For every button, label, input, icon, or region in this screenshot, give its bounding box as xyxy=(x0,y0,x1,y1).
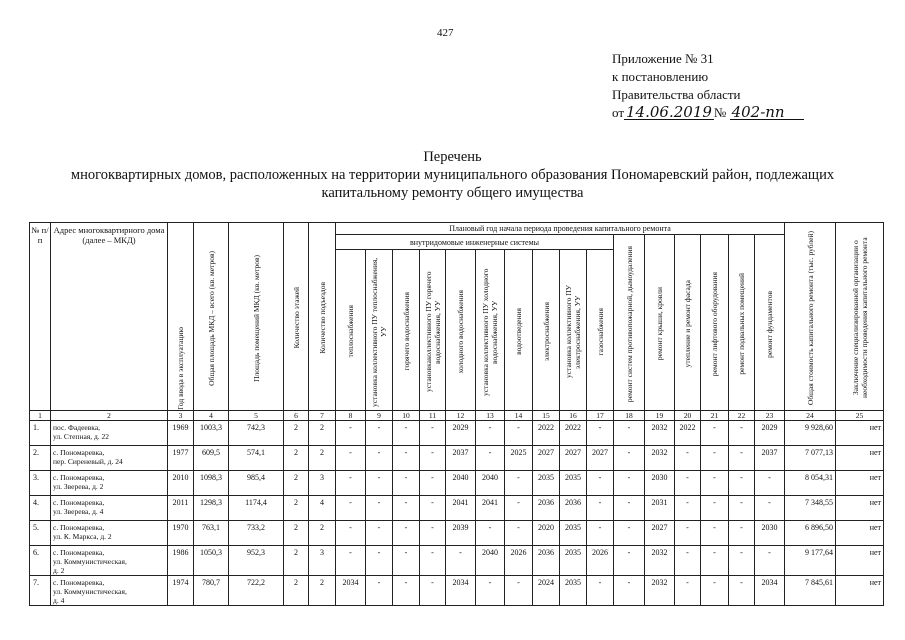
row-number: 1. xyxy=(30,421,51,446)
table-cell: - xyxy=(755,471,785,496)
table-cell: - xyxy=(366,546,393,576)
table-cell: - xyxy=(701,521,729,546)
table-cell: 2 xyxy=(309,576,336,606)
column-number: 20 xyxy=(675,411,701,421)
table-cell: 2 xyxy=(309,446,336,471)
table-cell: 2034 xyxy=(336,576,366,606)
header-heat: теплоснабжения xyxy=(336,250,366,411)
table-cell: 3 xyxy=(309,546,336,576)
row-number: 5. xyxy=(30,521,51,546)
table-cell: 2029 xyxy=(446,421,476,446)
table-cell: - xyxy=(476,576,505,606)
table-cell: 2 xyxy=(284,521,309,546)
annex-date: 14.06.2019 xyxy=(626,103,712,121)
table-cell: 2 xyxy=(284,546,309,576)
table-cell: - xyxy=(505,576,533,606)
table-cell: 2 xyxy=(284,576,309,606)
column-number: 19 xyxy=(645,411,675,421)
table-cell: - xyxy=(675,521,701,546)
table-cell: 2025 xyxy=(505,446,533,471)
header-foundation: ремонт фундаментов xyxy=(755,235,785,411)
table-cell: - xyxy=(587,496,614,521)
table-cell: 2 xyxy=(284,471,309,496)
table-cell: - xyxy=(393,496,420,521)
table-cell: 2032 xyxy=(645,546,675,576)
table-cell: 2022 xyxy=(560,421,587,446)
title-line-3: капитальному ремонту общего имущества xyxy=(321,185,584,201)
table-cell: 4 xyxy=(309,496,336,521)
header-engineering: внутридомовые инженерные системы xyxy=(336,235,614,250)
annex-line-1: Приложение № 31 xyxy=(612,51,714,66)
header-no: № п/п xyxy=(30,223,51,411)
table-cell: 6 896,50 xyxy=(785,521,836,546)
row-address xyxy=(51,496,168,521)
annex-line-2: к постановлению xyxy=(612,69,709,84)
table-cell: 9 928,60 xyxy=(785,421,836,446)
column-number: 4 xyxy=(194,411,229,421)
table-cell: 8 054,31 xyxy=(785,471,836,496)
address-line: ул. К. Маркса, д. 2 xyxy=(53,532,112,541)
column-number: 13 xyxy=(476,411,505,421)
table-cell: 2027 xyxy=(533,446,560,471)
table-cell: - xyxy=(675,471,701,496)
table-cell: 780,7 xyxy=(194,576,229,606)
column-number: 21 xyxy=(701,411,729,421)
table-cell: 2037 xyxy=(755,446,785,471)
table-cell: - xyxy=(614,546,645,576)
table-cell: - xyxy=(614,446,645,471)
column-number: 15 xyxy=(533,411,560,421)
table-cell: - xyxy=(701,496,729,521)
table-cell: - xyxy=(336,496,366,521)
address-line: пер. Сиреневый, д. 24 xyxy=(53,457,123,466)
table-cell: - xyxy=(505,421,533,446)
column-number: 2 xyxy=(51,411,168,421)
table-row xyxy=(30,496,884,521)
address-line: д. 2 xyxy=(53,566,65,575)
table-cell: 952,3 xyxy=(229,546,284,576)
column-number: 23 xyxy=(755,411,785,421)
table-cell: 2 xyxy=(284,496,309,521)
table-cell: - xyxy=(476,421,505,446)
table-cell: 2011 xyxy=(168,496,194,521)
column-numbers-row xyxy=(30,411,884,421)
table-cell: - xyxy=(614,521,645,546)
header-cold-water-meter: установка коллективного ПУ холодного водоснабжения, УУ xyxy=(476,250,505,411)
document-title xyxy=(0,148,905,202)
table-cell: нет xyxy=(836,496,884,521)
column-number: 9 xyxy=(366,411,393,421)
header-address: Адрес многоквартирного дома (далее – МКД) xyxy=(51,223,168,411)
table-cell: - xyxy=(505,521,533,546)
table-cell: - xyxy=(336,421,366,446)
table-cell: 2027 xyxy=(645,521,675,546)
table-cell: - xyxy=(614,421,645,446)
table-row xyxy=(30,576,884,606)
table-cell: - xyxy=(446,546,476,576)
table-cell: 2036 xyxy=(560,496,587,521)
table-cell: 2027 xyxy=(587,446,614,471)
table-cell: нет xyxy=(836,521,884,546)
table-cell: - xyxy=(393,446,420,471)
table-cell: 574,1 xyxy=(229,446,284,471)
table-row xyxy=(30,421,884,446)
row-number: 6. xyxy=(30,546,51,576)
table-cell: - xyxy=(393,546,420,576)
table-cell: 1974 xyxy=(168,576,194,606)
table-row xyxy=(30,546,884,576)
table-cell: - xyxy=(701,446,729,471)
table-cell: нет xyxy=(836,546,884,576)
address-line: с. Пономаревка, xyxy=(53,523,105,532)
column-number: 12 xyxy=(446,411,476,421)
column-number: 6 xyxy=(284,411,309,421)
column-number: 22 xyxy=(729,411,755,421)
address-line: с. Пономаревка, xyxy=(53,578,105,587)
header-heat-meter: установка коллективного ПУ теплоснабжения, УУ xyxy=(366,250,393,411)
column-number: 16 xyxy=(560,411,587,421)
table-cell: 733,2 xyxy=(229,521,284,546)
header-planned-year: Плановый год начала периода проведения капитального ремонта xyxy=(336,223,785,235)
table-cell: - xyxy=(755,496,785,521)
table-cell: - xyxy=(393,471,420,496)
table-cell: - xyxy=(675,496,701,521)
table-row xyxy=(30,521,884,546)
column-number: 3 xyxy=(168,411,194,421)
title-line-1: Перечень xyxy=(423,149,482,165)
header-entrances: Количество подъездов xyxy=(309,223,336,411)
table-cell: 2031 xyxy=(645,496,675,521)
table-cell: 2035 xyxy=(560,471,587,496)
table-cell: 2027 xyxy=(560,446,587,471)
table-cell: 1969 xyxy=(168,421,194,446)
header-conclusion: Заключение специализированной организации о необходимости проведения капитального ремонта xyxy=(836,223,884,411)
table-cell: 2 xyxy=(284,446,309,471)
table-cell: 1003,3 xyxy=(194,421,229,446)
table-cell: 2032 xyxy=(645,576,675,606)
column-number: 10 xyxy=(393,411,420,421)
table-cell: - xyxy=(336,521,366,546)
header-electricity: электроснабжения xyxy=(533,250,560,411)
column-number: 24 xyxy=(785,411,836,421)
table-cell: - xyxy=(587,471,614,496)
table-cell: - xyxy=(701,471,729,496)
table-cell: 1986 xyxy=(168,546,194,576)
table-cell: - xyxy=(587,421,614,446)
annex-line-3: Правительства области xyxy=(612,87,741,102)
table-cell: нет xyxy=(836,576,884,606)
column-number: 18 xyxy=(614,411,645,421)
address-line: с. Пономаревка, xyxy=(53,498,105,507)
table-cell: 2040 xyxy=(446,471,476,496)
table-cell: - xyxy=(675,446,701,471)
header-total-area: Общая площадь МКД – всего (кв. метров) xyxy=(194,223,229,411)
row-address xyxy=(51,421,168,446)
title-line-2: многоквартирных домов, расположенных на территории муниципального образования Пономаревский район, подлежащих xyxy=(70,167,835,183)
table-cell: 2035 xyxy=(560,576,587,606)
table-cell: - xyxy=(393,521,420,546)
table-cell: 763,1 xyxy=(194,521,229,546)
column-number: 17 xyxy=(587,411,614,421)
address-line: с. Пономаревка, xyxy=(53,548,105,557)
table-cell: - xyxy=(420,446,446,471)
table-cell: нет xyxy=(836,421,884,446)
table-cell: - xyxy=(420,496,446,521)
row-address xyxy=(51,471,168,496)
page-number: 427 xyxy=(437,27,454,39)
annex-date-line xyxy=(612,104,804,122)
header-elevator: ремонт лифтового оборудования xyxy=(701,235,729,411)
table-cell: - xyxy=(420,546,446,576)
table-cell: 2035 xyxy=(560,521,587,546)
header-hot-water-meter: установкаколлективного ПУ горячего водоснабжения, УУ xyxy=(420,250,446,411)
header-facade: утепление и ремонт фасада xyxy=(675,235,701,411)
address-line: ул. Коммунистическая, xyxy=(53,587,127,596)
table-cell: 2035 xyxy=(533,471,560,496)
table-cell: 2039 xyxy=(446,521,476,546)
table-cell: - xyxy=(675,576,701,606)
table-cell: 2036 xyxy=(533,496,560,521)
table-cell: - xyxy=(729,546,755,576)
address-line: с. Пономаревка, xyxy=(53,473,105,482)
table-cell: - xyxy=(729,421,755,446)
table-cell: 2010 xyxy=(168,471,194,496)
table-cell: 2 xyxy=(309,421,336,446)
table-row xyxy=(30,446,884,471)
table-cell: - xyxy=(701,421,729,446)
table-cell: нет xyxy=(836,446,884,471)
table-cell: - xyxy=(366,471,393,496)
address-line: д. 4 xyxy=(53,596,65,605)
column-number: 11 xyxy=(420,411,446,421)
table-cell: 2032 xyxy=(645,446,675,471)
table-cell: 2037 xyxy=(446,446,476,471)
table-cell: 7 077,13 xyxy=(785,446,836,471)
table-cell: - xyxy=(587,576,614,606)
table-cell: - xyxy=(366,496,393,521)
column-number: 25 xyxy=(836,411,884,421)
header-floors: Количество этажей xyxy=(284,223,309,411)
table-cell: 2034 xyxy=(755,576,785,606)
table-cell: - xyxy=(729,576,755,606)
table-cell: 1298,3 xyxy=(194,496,229,521)
table-cell: - xyxy=(729,521,755,546)
table-cell: 2026 xyxy=(587,546,614,576)
table-cell: 1050,3 xyxy=(194,546,229,576)
table-cell: - xyxy=(420,421,446,446)
table-cell: 2040 xyxy=(476,471,505,496)
table-cell: - xyxy=(587,521,614,546)
header-year: Год ввода в эксплуатацию xyxy=(168,223,194,411)
address-line: ул. Зверева, д. 4 xyxy=(53,507,104,516)
table-cell: 2024 xyxy=(533,576,560,606)
table-cell: - xyxy=(729,471,755,496)
table-cell: 722,2 xyxy=(229,576,284,606)
column-number: 14 xyxy=(505,411,533,421)
row-address xyxy=(51,446,168,471)
table-cell: - xyxy=(366,521,393,546)
table-cell: 2 xyxy=(309,521,336,546)
header-electricity-meter: установка коллективного ПУ электроснабжения, УУ xyxy=(560,250,587,411)
table-cell: - xyxy=(476,446,505,471)
table-cell: 2022 xyxy=(675,421,701,446)
annex-number: 402-пп xyxy=(730,105,804,120)
header-cold-water: холодного водоснабжения xyxy=(446,250,476,411)
table-cell: 1977 xyxy=(168,446,194,471)
annex-no-label: № xyxy=(713,105,727,120)
row-address xyxy=(51,546,168,576)
table-cell: 2026 xyxy=(505,546,533,576)
table-cell: - xyxy=(393,576,420,606)
row-address xyxy=(51,576,168,606)
table-cell: 7 348,55 xyxy=(785,496,836,521)
table-cell: - xyxy=(393,421,420,446)
annex-from-label: от xyxy=(612,105,625,120)
table-cell: 742,3 xyxy=(229,421,284,446)
table-cell: - xyxy=(420,521,446,546)
table-cell: 2036 xyxy=(533,546,560,576)
table-cell: 2040 xyxy=(476,546,505,576)
table-cell: - xyxy=(420,471,446,496)
table-cell: - xyxy=(336,546,366,576)
column-number: 8 xyxy=(336,411,366,421)
table-cell: - xyxy=(505,496,533,521)
table-cell: - xyxy=(476,521,505,546)
buildings-table xyxy=(29,222,884,606)
header-basement: ремонт подвальных помещений xyxy=(729,235,755,411)
address-line: ул. Зверева, д. 2 xyxy=(53,482,104,491)
address-line: пос. Фадеевка, xyxy=(53,423,101,432)
table-cell: 7 845,61 xyxy=(785,576,836,606)
table-cell: - xyxy=(366,446,393,471)
table-cell: - xyxy=(729,496,755,521)
table-cell: - xyxy=(366,576,393,606)
column-number: 7 xyxy=(309,411,336,421)
table-cell: - xyxy=(366,421,393,446)
table-cell: 2029 xyxy=(755,421,785,446)
table-cell: 2035 xyxy=(560,546,587,576)
table-cell: - xyxy=(336,471,366,496)
table-cell: - xyxy=(701,546,729,576)
table-cell: 609,5 xyxy=(194,446,229,471)
row-number: 4. xyxy=(30,496,51,521)
row-address xyxy=(51,521,168,546)
table-cell: 2041 xyxy=(476,496,505,521)
table-cell: 2022 xyxy=(533,421,560,446)
table-cell: - xyxy=(420,576,446,606)
table-cell: 2 xyxy=(284,421,309,446)
header-sewerage: водоотведения xyxy=(505,250,533,411)
table-cell: 985,4 xyxy=(229,471,284,496)
table-row xyxy=(30,471,884,496)
table-cell: 1174,4 xyxy=(229,496,284,521)
table-cell: - xyxy=(675,546,701,576)
address-line: ул. Коммунистическая, xyxy=(53,557,127,566)
table-cell: - xyxy=(614,496,645,521)
table-cell: 2020 xyxy=(533,521,560,546)
header-roof: ремонт крыши, кровли xyxy=(645,235,675,411)
table-cell: 1970 xyxy=(168,521,194,546)
table-cell: нет xyxy=(836,471,884,496)
header-cost: Общая стоимость капитального ремонта (тыс. рублей) xyxy=(785,223,836,411)
row-number: 7. xyxy=(30,576,51,606)
table-cell: - xyxy=(701,576,729,606)
column-number: 1 xyxy=(30,411,51,421)
header-fire: ремонт систем противопожарной, дымоудаления xyxy=(614,235,645,411)
table-cell: 2030 xyxy=(755,521,785,546)
table-cell: - xyxy=(755,546,785,576)
row-number: 2. xyxy=(30,446,51,471)
table-cell: 2034 xyxy=(446,576,476,606)
table-cell: - xyxy=(614,471,645,496)
table-cell: 3 xyxy=(309,471,336,496)
table-cell: 1098,3 xyxy=(194,471,229,496)
table-cell: - xyxy=(336,446,366,471)
header-gas: газоснабжения xyxy=(587,250,614,411)
table-cell: - xyxy=(614,576,645,606)
address-line: с. Пономаревка, xyxy=(53,448,105,457)
address-line: ул. Степная, д. 22 xyxy=(53,432,110,441)
table-cell: 9 177,64 xyxy=(785,546,836,576)
table-cell: - xyxy=(505,471,533,496)
row-number: 3. xyxy=(30,471,51,496)
table-cell: 2032 xyxy=(645,421,675,446)
table-cell: 2030 xyxy=(645,471,675,496)
column-number: 5 xyxy=(229,411,284,421)
table-cell: 2041 xyxy=(446,496,476,521)
table-cell: - xyxy=(729,446,755,471)
annex-block xyxy=(612,50,804,122)
header-premises-area: Площадь помещений МКД (кв. метров) xyxy=(229,223,284,411)
header-hot-water: горячего водоснабжения xyxy=(393,250,420,411)
